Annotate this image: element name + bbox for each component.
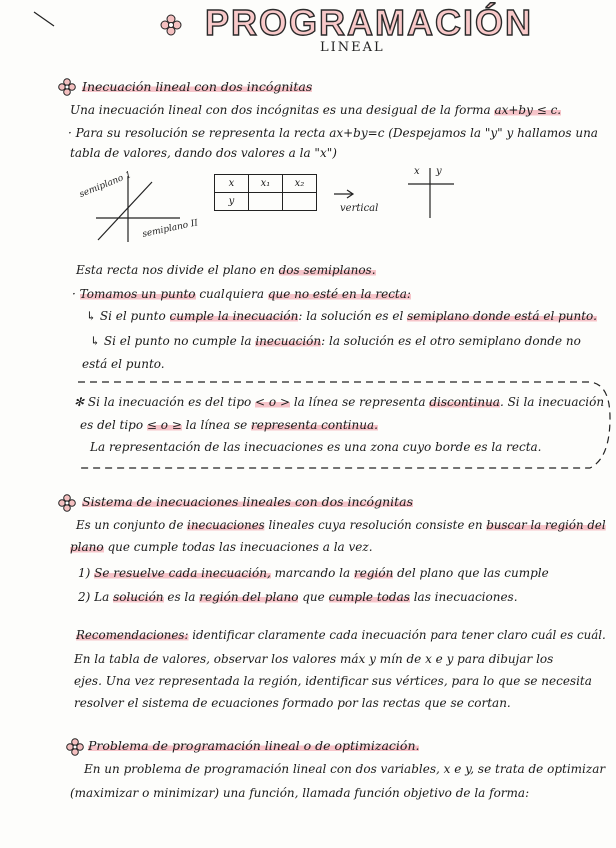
xy-label-x: x xyxy=(414,166,420,177)
paragraph-line: En la tabla de valores, observar los valores máx y mín de x e y para dibujar los xyxy=(74,652,554,666)
paragraph-line: (maximizar o minimizar) una función, llamada función objetivo de la forma: xyxy=(70,786,530,800)
highlight: inecuaciones xyxy=(187,518,265,532)
text: . Si la inecuación xyxy=(499,395,605,409)
note-line xyxy=(74,395,604,409)
highlight: cumple la inecuación xyxy=(169,309,299,323)
highlight: ≤ o ≥ xyxy=(146,418,182,432)
highlight: dos semiplanos. xyxy=(278,263,376,277)
flower-icon xyxy=(160,14,182,36)
text: 2) La xyxy=(78,590,114,604)
text: ↳ Si el punto no cumple la xyxy=(90,334,256,348)
list-item xyxy=(78,566,549,580)
paragraph-line: ejes. Una vez representada la región, identificar sus vértices, para lo que se necesita xyxy=(74,674,592,688)
paragraph-line xyxy=(90,334,581,348)
text: 1) xyxy=(78,566,95,580)
highlight: semiplano donde está el punto. xyxy=(407,309,597,323)
section-heading xyxy=(82,79,312,94)
text: la línea se xyxy=(181,418,252,432)
paragraph-line: · Para su resolución se representa la recta ax+by=c (Despejamos la "y" y hallamos una xyxy=(68,126,598,140)
highlight: región xyxy=(353,566,394,580)
text: del plano que las cumple xyxy=(393,566,549,580)
highlight: Tomamos un punto xyxy=(79,287,196,301)
paragraph-line: En un problema de programación lineal con dos variables, x e y, se trata de optimizar xyxy=(84,762,606,776)
text: marcando la xyxy=(270,566,354,580)
text: es del tipo xyxy=(80,418,147,432)
table-cell: x₂ xyxy=(283,175,317,193)
graph-label: semiplano 1 xyxy=(78,170,134,200)
text: cualquiera xyxy=(195,287,268,301)
paragraph-line xyxy=(76,518,606,532)
paragraph-line xyxy=(70,103,561,117)
highlight: inecuación xyxy=(255,334,322,348)
flower-icon xyxy=(66,738,84,756)
highlight: Se resuelve cada inecuación, xyxy=(94,566,271,580)
highlight: discontinua xyxy=(429,395,500,409)
list-item xyxy=(78,590,518,604)
text: ↳ Si el punto xyxy=(86,309,170,323)
page-title: PROGRAMACIÓN xyxy=(205,2,533,43)
table-cell: x xyxy=(215,175,249,193)
text: las inecuaciones. xyxy=(409,590,518,604)
arrow-right-icon xyxy=(332,188,358,200)
highlight: < o > xyxy=(255,395,291,409)
values-table xyxy=(214,174,317,211)
paragraph-line: está el punto. xyxy=(82,357,165,371)
page-subtitle: LINEAL xyxy=(320,40,385,55)
paragraph-line: resolver el sistema de ecuaciones formado por las rectas que se cortan. xyxy=(74,696,511,710)
arrow-label: vertical xyxy=(340,203,379,214)
paragraph-line xyxy=(70,540,373,554)
text: ✻ Si la inecuación es del tipo xyxy=(74,395,256,409)
paragraph-line xyxy=(72,287,411,301)
graph-label: semiplano II xyxy=(141,218,199,240)
section-heading xyxy=(82,494,413,509)
table-cell: x₁ xyxy=(249,175,283,193)
heading-text: Problema de programación lineal o de optimización. xyxy=(88,738,420,753)
xy-label-y: y xyxy=(436,166,442,177)
highlight: plano xyxy=(70,540,104,554)
text: Es un conjunto de xyxy=(76,518,188,532)
highlight: cumple todas xyxy=(328,590,410,604)
flower-icon xyxy=(58,78,76,96)
note-line: La representación de las inecuaciones es una zona cuyo borde es la recta. xyxy=(90,440,542,454)
table-cell: y xyxy=(215,193,249,211)
corner-stroke xyxy=(0,0,60,40)
text: que cumple todas las inecuaciones a la vez. xyxy=(103,540,373,554)
text: : la solución es el otro semiplano donde no xyxy=(321,334,581,348)
text: es la xyxy=(163,590,200,604)
highlight: Recomendaciones: xyxy=(76,628,189,642)
paragraph-line: tabla de valores, dando dos valores a la "x") xyxy=(70,146,337,160)
text: que xyxy=(298,590,329,604)
text: Una inecuación lineal con dos incógnitas es una desigual de la forma xyxy=(70,103,495,117)
text: Esta recta nos divide el plano en xyxy=(76,263,279,277)
table-cell xyxy=(283,193,317,211)
text: lineales cuya resolución consiste en xyxy=(264,518,487,532)
highlight: región del plano xyxy=(199,590,299,604)
section-heading xyxy=(88,738,419,753)
highlight: solución xyxy=(113,590,164,604)
note-line xyxy=(80,418,378,432)
paragraph-line xyxy=(76,628,606,642)
highlight: que no esté en la recta: xyxy=(267,287,411,301)
heading-text: Inecuación lineal con dos incógnitas xyxy=(82,79,313,94)
heading-text: Sistema de inecuaciones lineales con dos incógnitas xyxy=(82,494,414,509)
text: · xyxy=(72,287,80,301)
paragraph-line xyxy=(86,309,597,323)
highlight: buscar la región del xyxy=(486,518,606,532)
paragraph-line xyxy=(76,263,376,277)
formula-highlight: ax+by ≤ c. xyxy=(494,103,562,117)
table-row xyxy=(215,193,317,211)
highlight: representa continua. xyxy=(251,418,378,432)
table-row xyxy=(215,175,317,193)
table-cell xyxy=(249,193,283,211)
text: la línea se representa xyxy=(290,395,430,409)
flower-icon xyxy=(58,494,76,512)
text: identificar claramente cada inecuación para tener claro cuál es cuál. xyxy=(188,628,606,642)
text: : la solución es el xyxy=(298,309,408,323)
